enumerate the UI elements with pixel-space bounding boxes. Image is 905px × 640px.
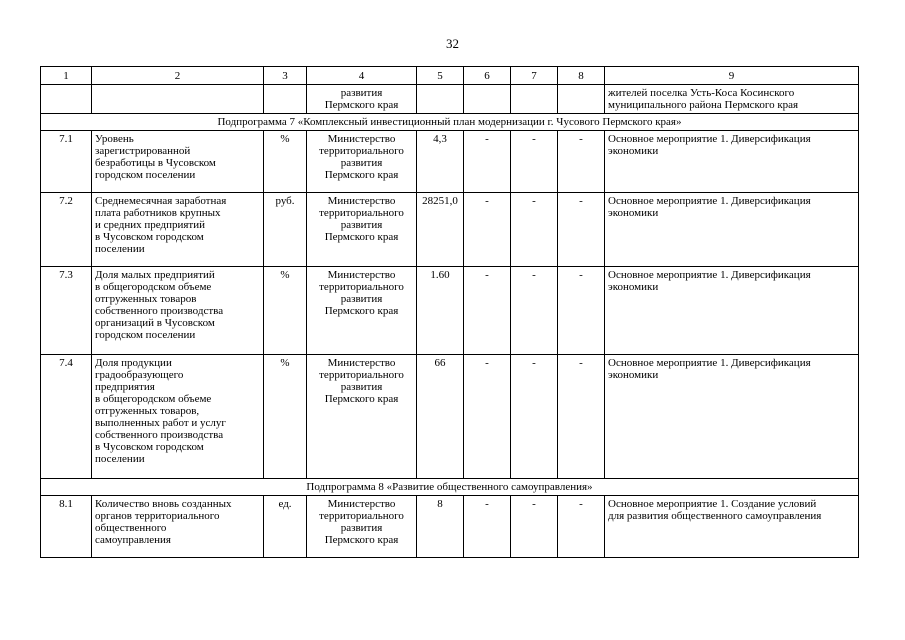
cell-c8: - xyxy=(558,131,605,193)
cell-c6: - xyxy=(464,267,511,355)
cell-value: 28251,0 xyxy=(417,193,464,267)
cell-c7: - xyxy=(511,267,558,355)
cell-note: Основное мероприятие 1. Диверсификация экономики xyxy=(605,131,859,193)
cell-name: Уровень зарегистрированной безработицы в Чусовском городском поселении xyxy=(92,131,264,193)
indicators-table xyxy=(40,66,859,558)
header-cell: 5 xyxy=(417,67,464,85)
cell-c8: - xyxy=(558,496,605,558)
cell-c8: - xyxy=(558,355,605,479)
cell-num: 7.3 xyxy=(41,267,92,355)
subprogram-7-title: Подпрограмма 7 «Комплексный инвестиционный план модернизации г. Чусового Пермского края» xyxy=(41,114,859,131)
header-cell: 3 xyxy=(264,67,307,85)
cell-org: Министерство территориального развития Пермского края xyxy=(307,496,417,558)
table-row xyxy=(41,267,859,355)
cell-c6: - xyxy=(464,131,511,193)
cell-c7: - xyxy=(511,131,558,193)
cell-org: развития Пермского края xyxy=(307,85,417,114)
header-cell: 4 xyxy=(307,67,417,85)
cell-org: Министерство территориального развития Пермского края xyxy=(307,355,417,479)
cell-value: 8 xyxy=(417,496,464,558)
subprogram-8-title: Подпрограмма 8 «Развитие общественного самоуправления» xyxy=(41,479,859,496)
cell-unit: % xyxy=(264,131,307,193)
header-row xyxy=(41,67,859,85)
cell-c7: - xyxy=(511,496,558,558)
cell-num: 7.2 xyxy=(41,193,92,267)
table-row xyxy=(41,131,859,193)
cell-c8 xyxy=(558,85,605,114)
cell-value: 1.60 xyxy=(417,267,464,355)
cell-name: Доля продукции градообразующего предприятия в общегородском объеме отгруженных товаров, выполненных работ и услуг собственного производства в Чусовском городском поселении xyxy=(92,355,264,479)
cell-unit xyxy=(264,85,307,114)
cell-unit: % xyxy=(264,267,307,355)
cell-num: 7.4 xyxy=(41,355,92,479)
cell-note: Основное мероприятие 1. Диверсификация экономики xyxy=(605,355,859,479)
table-row xyxy=(41,496,859,558)
header-cell: 6 xyxy=(464,67,511,85)
cell-name: Доля малых предприятий в общегородском объеме отгруженных товаров собственного производства организаций в Чусовском городском поселении xyxy=(92,267,264,355)
cell-num: 8.1 xyxy=(41,496,92,558)
cell-value: 4,3 xyxy=(417,131,464,193)
cell-note: Основное мероприятие 1. Создание условий для развития общественного самоуправления xyxy=(605,496,859,558)
cell-c7 xyxy=(511,85,558,114)
cell-c6: - xyxy=(464,496,511,558)
header-cell: 2 xyxy=(92,67,264,85)
header-cell: 8 xyxy=(558,67,605,85)
cell-value: 66 xyxy=(417,355,464,479)
cell-c6: - xyxy=(464,193,511,267)
subprogram-7-row xyxy=(41,114,859,131)
cell-c6: - xyxy=(464,355,511,479)
cell-note: жителей поселка Усть-Коса Косинского муниципального района Пермского края xyxy=(605,85,859,114)
cell-c8: - xyxy=(558,267,605,355)
cell-org: Министерство территориального развития Пермского края xyxy=(307,267,417,355)
cell-c8: - xyxy=(558,193,605,267)
cell-num xyxy=(41,85,92,114)
cell-unit: руб. xyxy=(264,193,307,267)
cell-c6 xyxy=(464,85,511,114)
cell-note: Основное мероприятие 1. Диверсификация экономики xyxy=(605,193,859,267)
cell-name: Количество вновь созданных органов территориального общественного самоуправления xyxy=(92,496,264,558)
header-cell: 9 xyxy=(605,67,859,85)
cell-value xyxy=(417,85,464,114)
cell-unit: ед. xyxy=(264,496,307,558)
table-row xyxy=(41,355,859,479)
cell-name: Среднемесячная заработная плата работников крупных и средних предприятий в Чусовском городском поселении xyxy=(92,193,264,267)
subprogram-8-row xyxy=(41,479,859,496)
cell-org: Министерство территориального развития Пермского края xyxy=(307,193,417,267)
continuation-row xyxy=(41,85,859,114)
cell-c7: - xyxy=(511,193,558,267)
cell-note: Основное мероприятие 1. Диверсификация экономики xyxy=(605,267,859,355)
header-cell: 7 xyxy=(511,67,558,85)
cell-org: Министерство территориального развития Пермского края xyxy=(307,131,417,193)
cell-name xyxy=(92,85,264,114)
cell-c7: - xyxy=(511,355,558,479)
page-number: 32 xyxy=(446,36,459,51)
table-row xyxy=(41,193,859,267)
cell-num: 7.1 xyxy=(41,131,92,193)
cell-unit: % xyxy=(264,355,307,479)
header-cell: 1 xyxy=(41,67,92,85)
